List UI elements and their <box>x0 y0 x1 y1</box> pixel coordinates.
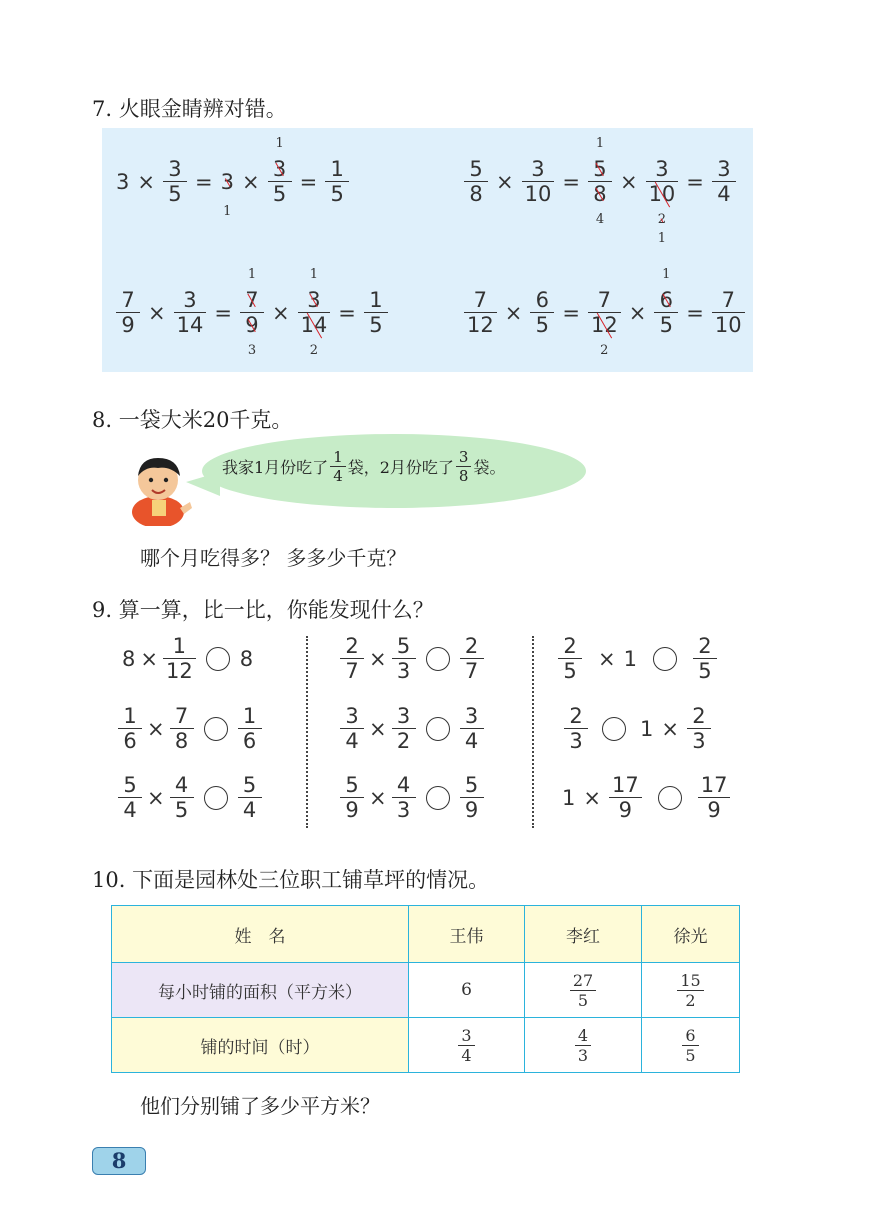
cell-value: $\frac{27}{5}$ <box>525 963 642 1018</box>
compare-circle[interactable] <box>204 717 228 741</box>
compare-circle[interactable] <box>426 717 450 741</box>
row-label-time: 铺的时间（时） <box>112 1018 409 1073</box>
column-divider-2 <box>532 636 534 828</box>
column-divider-1 <box>306 636 308 828</box>
problem-10-title: 10. 下面是园林处三位职工铺草坪的情况。 <box>92 868 490 892</box>
problem-7-title: 7. 火眼金睛辨对错。 <box>92 97 287 121</box>
table-row <box>112 963 740 1018</box>
compare-c3r1: $\frac{2}{5}$ × 1 $\frac{2}{5}$ <box>554 634 721 683</box>
cell-value: 6 <box>409 963 525 1018</box>
header-wangwei: 王伟 <box>409 906 525 963</box>
header-name: 姓 名 <box>112 906 409 963</box>
cell-value: $\frac{6}{5}$ <box>642 1018 740 1073</box>
compare-c2r3: $\frac{5}{9}$ × $\frac{4}{3}$ $\frac{5}{9}$ <box>336 773 488 822</box>
cell-value: $\frac{15}{2}$ <box>642 963 740 1018</box>
compare-circle[interactable] <box>653 647 677 671</box>
speech-bubble-text: 我家1月份吃了 $\frac{1}{4}$ 袋，2月份吃了 $\frac{3}{8}$ 袋。 <box>222 448 506 485</box>
compare-c2r2: $\frac{3}{4}$ × $\frac{3}{2}$ $\frac{3}{4}$ <box>336 704 488 753</box>
cell-value: $\frac{4}{3}$ <box>525 1018 642 1073</box>
compare-c3r2: $\frac{2}{3}$ 1 × $\frac{2}{3}$ <box>560 704 715 753</box>
compare-circle[interactable] <box>426 786 450 810</box>
lawn-table <box>111 905 740 1073</box>
compare-c2r1: $\frac{2}{7}$ × $\frac{5}{3}$ $\frac{2}{7}$ <box>336 634 488 683</box>
compare-circle[interactable] <box>658 786 682 810</box>
compare-c3r3: 1 × $\frac{17}{9}$ $\frac{17}{9}$ <box>558 773 734 822</box>
compare-circle[interactable] <box>602 717 626 741</box>
problem-10-question: 他们分别铺了多少平方米？ <box>140 1094 380 1118</box>
boy-illustration <box>118 446 196 526</box>
row-label-area: 每小时铺的面积（平方米） <box>112 963 409 1018</box>
cell-value: $\frac{3}{4}$ <box>409 1018 525 1073</box>
page-number: 8 <box>92 1147 146 1175</box>
table-row <box>112 1018 740 1073</box>
compare-c1r2: $\frac{1}{6}$ × $\frac{7}{8}$ $\frac{1}{6}$ <box>114 704 266 753</box>
equation-3: $\frac{7}{9}$ × $\frac{3}{14}$ = 7 1 9 3 × 3 1 14 2 = $\frac{1}{5}$ <box>112 288 392 337</box>
problem-8-question: 哪个月吃得多？ 多多少千克？ <box>140 546 407 570</box>
equation-4: $\frac{7}{12}$ × $\frac{6}{5}$ = 7 12 2 × 6 1 5 = $\frac{7}{10}$ <box>460 288 749 337</box>
header-lihong: 李红 <box>525 906 642 963</box>
compare-c1r1: 8 × $\frac{1}{12}$ 8 <box>122 634 254 683</box>
compare-circle[interactable] <box>204 786 228 810</box>
table-row <box>112 906 740 963</box>
problem-8-title: 8. 一袋大米20千克。 <box>92 408 293 432</box>
header-xuguang: 徐光 <box>642 906 740 963</box>
compare-circle[interactable] <box>426 647 450 671</box>
problem-9-title: 9. 算一算，比一比，你能发现什么？ <box>92 598 434 622</box>
equation-2: $\frac{5}{8}$ × $\frac{3}{10}$ = 5 1 8 4 × 3 10 2 1 = $\frac{3}{4}$ <box>460 157 740 206</box>
compare-circle[interactable] <box>206 647 230 671</box>
equation-1: 3 × $\frac{3}{5}$ = 3 1 × 3 1 5 = $\frac{1}{5}$ <box>112 157 353 206</box>
compare-c1r3: $\frac{5}{4}$ × $\frac{4}{5}$ $\frac{5}{4}$ <box>114 773 266 822</box>
